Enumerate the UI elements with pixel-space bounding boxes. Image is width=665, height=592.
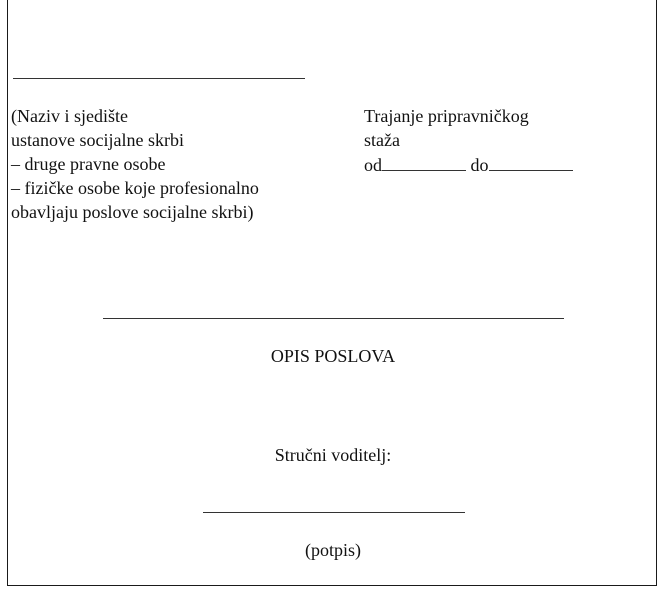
institution-label-line-1: (Naziv i sjedište <box>11 106 128 126</box>
internship-period-row <box>364 153 573 176</box>
supervisor-label: Stručni voditelj: <box>274 445 392 465</box>
document-title: OPIS POSLOVA <box>270 346 396 366</box>
institution-label-line-2: ustanove socijalne skrbi <box>11 130 184 150</box>
institution-label-line-4: – fizičke osobe koje profesionalno <box>11 178 259 198</box>
separator-line <box>103 318 564 319</box>
signature-caption: (potpis) <box>305 540 361 560</box>
signature-line <box>203 512 465 513</box>
internship-duration-title-2: staža <box>364 130 400 150</box>
from-label: od <box>364 155 382 175</box>
institution-label-line-5: obavljaju poslove socijalne skrbi) <box>11 202 254 222</box>
to-label: do <box>470 155 489 175</box>
institution-label-line-3: – druge pravne osobe <box>11 154 166 174</box>
document-frame <box>7 0 657 586</box>
to-date-blank <box>489 153 573 171</box>
internship-duration-title: Trajanje pripravničkog <box>364 106 529 126</box>
from-date-blank <box>382 153 466 171</box>
institution-name-line <box>13 78 305 79</box>
